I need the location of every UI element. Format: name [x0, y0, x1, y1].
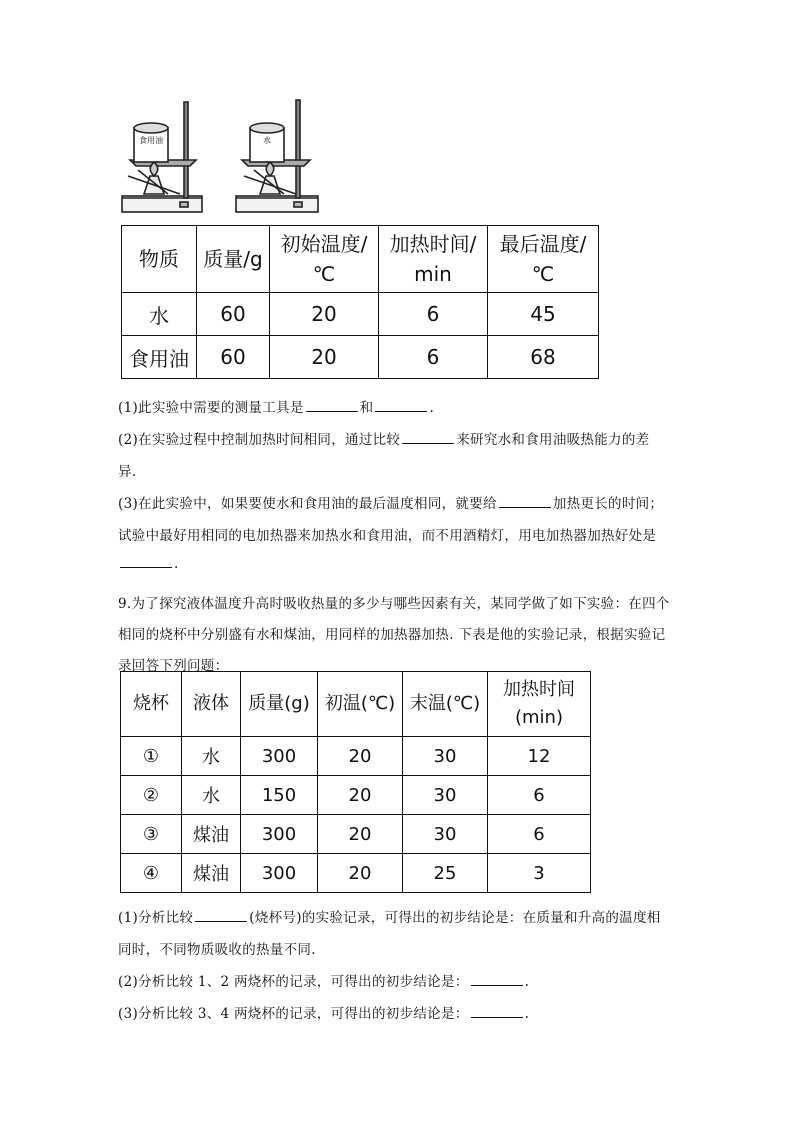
table-cell: 12 [488, 737, 591, 776]
table-header-cell: 初始温度/ ℃ [270, 226, 379, 293]
q8-part3-text: 加热更长的时间； [552, 496, 664, 512]
table-cell: 300 [241, 737, 318, 776]
table-cell: 6 [488, 815, 591, 854]
table-header-cell: 烧杯 [121, 672, 182, 737]
table-cell: 水 [122, 293, 197, 336]
substance-table [121, 225, 599, 379]
table-header-cell: 初温(℃) [318, 672, 403, 737]
q8-part2-text: 来研究水和食用油吸热能力的差 [456, 432, 650, 448]
table-header-cell: 物质 [122, 226, 197, 293]
q8-part2-cont [118, 460, 136, 480]
beaker-table [120, 671, 591, 893]
table-cell: 150 [241, 776, 318, 815]
q8-part2 [118, 428, 649, 448]
table-row [121, 854, 591, 893]
table-cell: 3 [488, 854, 591, 893]
q8-part3-text: (3)在此实验中，如果要使水和食用油的最后温度相同，就要给 [118, 496, 497, 512]
table-cell: 68 [488, 336, 599, 379]
table-header-cell: 加热时间 (min) [488, 672, 591, 737]
table-header-cell: 质量/g [197, 226, 270, 293]
q9-part3 [118, 1002, 529, 1022]
q9-part1-text: (烧杯号)的实验记录，可得出的初步结论是：在质量和升高的温度相 [249, 910, 661, 926]
table-cell: ③ [121, 815, 182, 854]
table-cell: 6 [379, 336, 488, 379]
answer-blank[interactable] [306, 410, 358, 412]
q9-part1-cont [118, 938, 316, 958]
q8-part3-text: . [174, 556, 179, 572]
table-cell: 30 [403, 737, 488, 776]
q9-part2-text: . [524, 974, 530, 990]
q9-part2 [118, 970, 529, 990]
answer-blank[interactable] [375, 410, 427, 412]
left-apparatus [122, 102, 202, 212]
answer-blank[interactable] [195, 920, 247, 922]
q8-part3-answer [118, 556, 179, 572]
q9-intro-line3: 录回答下列问题： [118, 658, 229, 674]
apparatus-drawing [118, 98, 328, 220]
q9-part3-text: . [524, 1006, 530, 1022]
answer-blank[interactable] [499, 506, 551, 508]
q8-part2-text: 异. [118, 464, 137, 480]
answer-blank[interactable] [402, 442, 454, 444]
q8-part3-text: 试验中最好用相同的电加热器来加热水和食用油，而不用酒精灯，用电加热器加热好处是 [118, 528, 657, 544]
q8-part1-text: (1)此实验中需要的测量工具是 [118, 400, 304, 416]
q8-part3 [118, 492, 663, 512]
table-cell: 30 [403, 815, 488, 854]
q9-part3-text: (3)分析比较 3、4 两烧杯的记录，可得出的初步结论是： [118, 1006, 469, 1022]
table-cell: ① [121, 737, 182, 776]
q8-part1 [118, 396, 434, 416]
table-cell: 20 [318, 737, 403, 776]
table-cell: 300 [241, 815, 318, 854]
table-header-cell: 质量(g) [241, 672, 318, 737]
table-cell: 25 [403, 854, 488, 893]
table-header-cell: 最后温度/ ℃ [488, 226, 599, 293]
q9-intro-line2: 相同的烧杯中分别盛有水和煤油，用同样的加热器加热. 下表是他的实验记录，根据实验记 [118, 627, 666, 643]
q8-part1-text: . [429, 400, 435, 416]
q9-part2-text: (2)分析比较 1、2 两烧杯的记录，可得出的初步结论是： [118, 974, 469, 990]
q9-intro-line1: 9.为了探究液体温度升高时吸收热量的多少与哪些因素有关，某同学做了如下实验：在四个 [118, 596, 670, 612]
table-header-row [122, 226, 599, 293]
table-cell: ② [121, 776, 182, 815]
table-cell: 煤油 [182, 854, 241, 893]
q9-part1 [118, 906, 661, 926]
table-header-cell: 液体 [182, 672, 241, 737]
table-cell: 20 [318, 854, 403, 893]
table-cell: 6 [379, 293, 488, 336]
left-beaker-label: 食用油 [139, 136, 163, 145]
table-cell: 水 [182, 776, 241, 815]
table-cell: 20 [270, 293, 379, 336]
table-row [122, 293, 599, 336]
table-header-cell: 加热时间/ min [379, 226, 488, 293]
q9-part1-text: (1)分析比较 [118, 910, 194, 926]
table-row [122, 336, 599, 379]
table-cell: ④ [121, 854, 182, 893]
table-cell: 煤油 [182, 815, 241, 854]
table-cell: 300 [241, 854, 318, 893]
table-header-row [121, 672, 591, 737]
answer-blank[interactable] [471, 1016, 523, 1018]
table-cell: 30 [403, 776, 488, 815]
table-cell: 6 [488, 776, 591, 815]
table-row [121, 776, 591, 815]
table-row [121, 737, 591, 776]
table-cell: 60 [197, 336, 270, 379]
q8-part2-text: (2)在实验过程中控制加热时间相同，通过比较 [118, 432, 401, 448]
experiment-apparatus-figure [118, 98, 328, 220]
q8-part3-cont [118, 524, 656, 544]
table-cell: 20 [270, 336, 379, 379]
q9-part1-text: 同时，不同物质吸收的热量不同. [118, 942, 316, 958]
right-apparatus [236, 100, 318, 212]
right-beaker-label: 水 [263, 136, 271, 145]
table-cell: 60 [197, 293, 270, 336]
table-header-cell: 末温(℃) [403, 672, 488, 737]
table-cell: 20 [318, 815, 403, 854]
answer-blank[interactable] [471, 984, 523, 986]
table-cell: 20 [318, 776, 403, 815]
answer-blank[interactable] [120, 566, 172, 568]
q8-part1-text: 和 [359, 400, 374, 416]
table-cell: 水 [182, 737, 241, 776]
table-row [121, 815, 591, 854]
table-cell: 食用油 [122, 336, 197, 379]
table-cell: 45 [488, 293, 599, 336]
